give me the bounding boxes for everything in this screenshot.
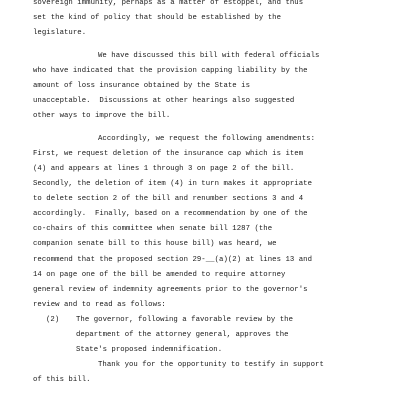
text-line: department of the attorney general, approves the (76, 331, 289, 339)
text-line: other ways to improve the bill. (33, 112, 171, 120)
text-line: set the kind of policy that should be established by the (33, 14, 282, 22)
text-line: unacceptable. Discussions at other hearings also suggested (33, 97, 295, 105)
text-line: legislature. (33, 29, 87, 37)
text-line: to delete section 2 of the bill and renumber sections 3 and 4 (33, 195, 304, 203)
text-line: general review of indemnity agreements prior to the governor's (33, 286, 308, 294)
text-line: who have indicated that the provision capping liability by the (33, 67, 308, 75)
text-line: Accordingly, we request the following amendments: (98, 135, 316, 143)
text-line: (4) and appears at lines 1 through 3 on page 2 of the bill. (33, 165, 295, 173)
text-line: Thank you for the opportunity to testify in support (98, 361, 324, 369)
text-line: recommend that the proposed section 29-__(a)(2) at lines 13 and (33, 256, 313, 264)
text-line: sovereign immunity, perhaps as a matter of estoppel, and thus (33, 0, 304, 7)
text-line: The governor, following a favorable review by the (76, 316, 294, 324)
text-line: of this bill. (33, 376, 91, 384)
text-line: amount of loss insurance obtained by the State is (33, 82, 251, 90)
text-line: Secondly, the deletion of item (4) in turn makes it appropriate (33, 180, 313, 188)
text-line: First, we request deletion of the insurance cap which is item (33, 150, 304, 158)
text-line: State's proposed indemnification. (76, 346, 223, 354)
text-line: companion senate bill to this house bill) was heard, we (33, 240, 277, 248)
text-line: 14 on page one of the bill be amended to require attorney (33, 271, 286, 279)
text-line: review and to read as follows: (33, 301, 166, 309)
text-line: We have discussed this bill with federal officials (98, 52, 320, 60)
text-line: accordingly. Finally, based on a recommendation by one of the (33, 210, 308, 218)
text-line: co-chairs of this committee when senate bill 1287 (the (33, 225, 273, 233)
item-number: (2) (46, 316, 60, 324)
